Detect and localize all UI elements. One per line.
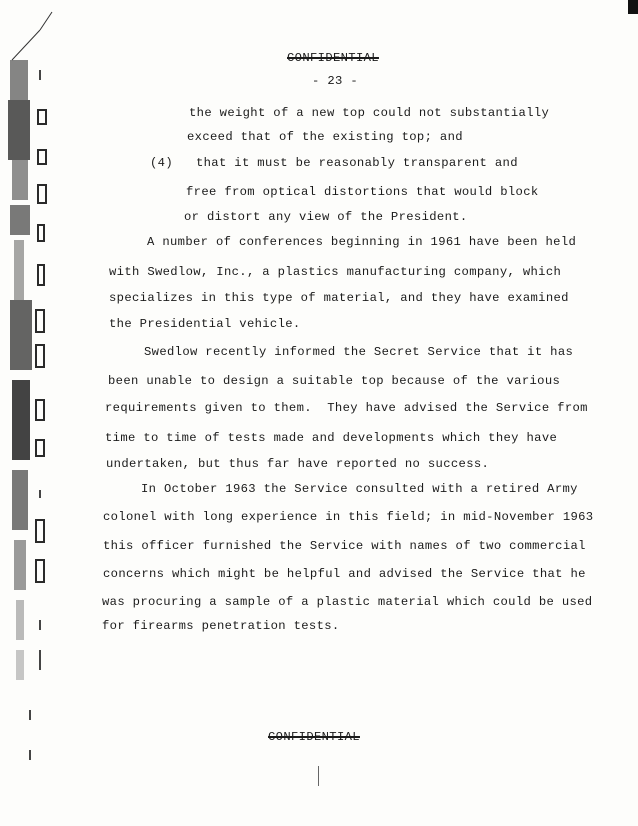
body-line: requirements given to them. They have advised the Service from xyxy=(105,401,588,415)
body-line: Swedlow recently informed the Secret Service that it has xyxy=(144,345,574,359)
body-line: was procuring a sample of a plastic material which could be used xyxy=(102,595,593,609)
body-line: been unable to design a suitable top because of the various xyxy=(108,374,561,388)
scan-corner-mark xyxy=(628,0,638,14)
body-line: concerns which might be helpful and advised the Service that he xyxy=(103,567,586,581)
scan-artifact-mark xyxy=(318,766,319,786)
body-line: undertaken, but thus far have reported no success. xyxy=(106,457,490,471)
body-line: time to time of tests made and developments which they have xyxy=(105,431,558,445)
page-number: - 23 - xyxy=(312,74,358,88)
body-line: colonel with long experience in this field; in mid-November 1963 xyxy=(103,510,594,524)
header-classification: CONFIDENTIAL xyxy=(287,51,379,65)
body-line: the weight of a new top could not substantially xyxy=(189,106,550,120)
body-line: with Swedlow, Inc., a plastics manufacturing company, which xyxy=(109,265,562,279)
body-line: In October 1963 the Service consulted with a retired Army xyxy=(141,482,578,496)
body-line: for firearms penetration tests. xyxy=(102,619,340,633)
body-line: free from optical distortions that would block xyxy=(186,185,539,199)
body-line: A number of conferences beginning in 1961 have been held xyxy=(147,235,577,249)
body-line: or distort any view of the President. xyxy=(184,210,468,224)
body-line: (4) that it must be reasonably transparent and xyxy=(150,156,518,170)
scanned-binding-edge xyxy=(0,0,62,826)
footer-classification: CONFIDENTIAL xyxy=(268,730,360,744)
body-line: specializes in this type of material, and they have examined xyxy=(109,291,569,305)
body-line: this officer furnished the Service with names of two commercial xyxy=(103,539,586,553)
body-line: the Presidential vehicle. xyxy=(109,317,301,331)
body-line: exceed that of the existing top; and xyxy=(187,130,463,144)
